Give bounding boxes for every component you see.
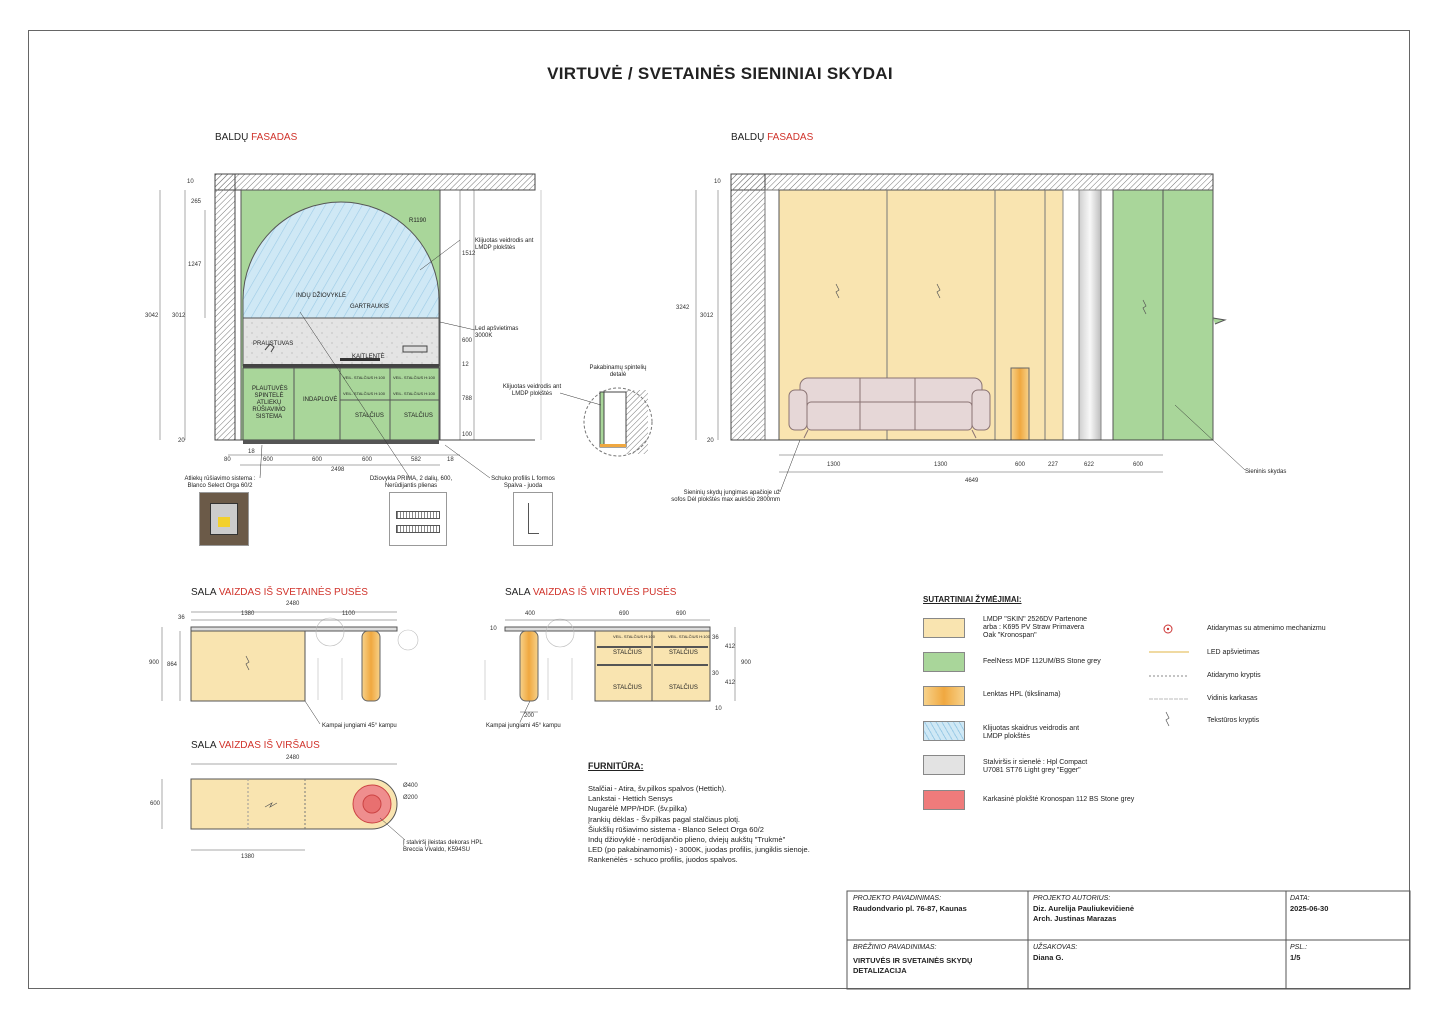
furniture-line: Šiukšlių rūšiavimo sistema - Blanco Select Orga 60/2 [588, 824, 764, 834]
label-drawer-2: STALČIUS [404, 413, 433, 419]
dim-right-3: 12 [462, 362, 469, 368]
furniture-line: Rankenėlės - schuco profilis, juodos spalvos. [588, 855, 738, 865]
dim-left-4: 3042 [145, 313, 159, 319]
tb-project-name-label: PROJEKTO PAVADINIMAS: [853, 895, 942, 902]
dim-il-3: 1100 [342, 611, 355, 617]
dim-r-left-4: 20 [707, 438, 714, 444]
label-sink: PRAUSTUVAS [253, 341, 294, 347]
furniture-line: LED (po pakabinamomis) - 3000K, juodas profilis, jungiklis sienoje. [588, 845, 810, 855]
cabinet-detail [560, 388, 652, 456]
waste-system-photo [199, 492, 249, 546]
tb-page: 1/5 [1290, 953, 1301, 962]
legend-swatch-mdf [923, 652, 965, 672]
column-pipe [1079, 190, 1101, 440]
dim-bottom-4: 600 [312, 457, 323, 463]
label-hob: KAITLENTĖ [352, 354, 385, 360]
tb-drawing-2: DETALIZACIJA [853, 966, 907, 975]
dim-il-1: 2480 [286, 601, 300, 607]
label-sink-cabinet: PLAUTUVĖS SPINTELĖ ATLIEKŲ RŪŠIAVIMO SISTEMA [252, 386, 288, 420]
label-drawer-1: STALČIUS [355, 413, 384, 419]
dim-ik-2: 690 [619, 611, 630, 617]
dim-il-6: 864 [167, 662, 178, 668]
countertop [243, 364, 439, 368]
dim-r-left-3: 3012 [700, 313, 714, 319]
dim-il-2: 1380 [241, 611, 255, 617]
dim-left-5: 3012 [172, 313, 186, 319]
note-led: Led apšvietimas 3000K [475, 326, 519, 339]
dim-r-total: 4649 [965, 478, 979, 484]
legend-symbols [1149, 625, 1189, 726]
dim-left-6: 20 [178, 438, 185, 444]
section-title-island-top: SALA VAIZDAS IŠ VIRŠAUS [191, 740, 320, 751]
dim-it-1: 2480 [286, 755, 300, 761]
dim-left-2: 265 [191, 199, 202, 205]
legend-title: SUTARTINIAI ŽYMĖJIMAI: [923, 595, 1022, 604]
dim-r-bottom-4: 227 [1048, 462, 1059, 468]
label-veil-3: VEIL. STALČIUS H:100 [343, 391, 385, 396]
dim-bottom-3: 600 [263, 457, 274, 463]
dim-ik-3: 690 [676, 611, 687, 617]
furniture-line: Lankstai - Hettich Sensys [588, 794, 673, 804]
label-veil-4: VEIL. STALČIUS H:100 [393, 391, 435, 396]
legend-text-carcass: Karkasinė plokštė Kronospan 112 BS Stone grey [983, 796, 1135, 803]
legend-right-3: Atidarymo kryptis [1207, 672, 1261, 679]
label-hood: GARTRAUKIS [350, 304, 389, 310]
tb-date-label: DATA: [1290, 895, 1310, 902]
ik-drawer-1: STALČIUS [613, 650, 642, 656]
dim-bottom-5: 600 [362, 457, 373, 463]
tb-client-label: UŽSAKOVAS: [1033, 944, 1078, 951]
dim-r-bottom-3: 600 [1015, 462, 1026, 468]
tb-drawing-1: VIRTUVĖS IR SVETAINĖS SKYDŲ [853, 956, 973, 965]
radius-label: R1190 [409, 218, 427, 224]
legend-right-2: LED apšvietimas [1207, 649, 1260, 656]
dim-it-4: Ø400 [403, 783, 418, 789]
label-veil-1: VEIL. STALČIUS H:100 [343, 375, 385, 380]
legend-swatch-compact [923, 755, 965, 775]
dim-ik-9: 412 [725, 680, 736, 686]
note-panel-joint: Sieninių skydų jungimas apačioje už sofos Dėl plokštės max aukščio 2800mm [671, 490, 780, 503]
ik-veil-2: VEIL. STALČIUS H:100 [668, 634, 710, 639]
furniture-line: Stalčiai - Atira, šv.pilkos spalvos (Hettich). [588, 784, 727, 793]
dim-ik-8: 30 [712, 671, 719, 677]
dim-right-4: 788 [462, 396, 473, 402]
section-title-right-facade: BALDŲ FASADAS [731, 132, 814, 143]
dim-r-left-2: 3242 [676, 305, 690, 311]
legend-text-compact: Stalviršis ir sienelė : Hpl Compact U7081 ST76 Light grey "Egger" [983, 759, 1088, 774]
dim-ik-6: 412 [725, 644, 736, 650]
dim-right-1: 1512 [462, 251, 476, 257]
tb-author-1: Diz. Aurelija Pauliukevičienė [1033, 904, 1135, 913]
detail-note: Klijuotas veidrodis ant LMDP plokštės [502, 384, 562, 397]
ik-drawer-2: STALČIUS [669, 650, 698, 656]
dim-it-5: Ø200 [403, 795, 418, 801]
dim-r-bottom-6: 600 [1133, 462, 1144, 468]
dim-il-5: 900 [149, 660, 160, 666]
label-dish-dryer: INDŲ DŽIOVYKLĖ [296, 293, 347, 299]
tb-page-label: PSL.: [1290, 944, 1308, 951]
tb-date: 2025-06-30 [1290, 904, 1329, 913]
note-dryer: Džiovykla PRIMA, 2 dalių, 600, Nerūdijantis plienas [369, 476, 453, 489]
furniture-line: Nugarėlė MPP/HDF. (šv.pilka) [588, 804, 688, 814]
dim-r-bottom-2: 1300 [934, 462, 948, 468]
note-schuko: Schuko profilis L formos Spalva - juoda [491, 476, 555, 489]
note-ik-corners: Kampai jungiami 45° kampu [486, 723, 561, 729]
legend-text-hpl: Lenktas HPL (tikslinama) [983, 691, 1061, 698]
dim-left-3: 1247 [188, 262, 202, 268]
legend-right-4: Vidinis karkasas [1207, 695, 1258, 702]
right-elevation [696, 174, 1245, 492]
dim-right-5: 100 [462, 432, 473, 438]
legend-right-1: Atidarymas su atmenimo mechanizmu [1207, 625, 1326, 632]
dim-ik-1: 400 [525, 611, 536, 617]
schuko-profile-photo [513, 492, 553, 546]
note-wall-panel: Sieninis skydas [1245, 469, 1287, 475]
note-il-corners: Kampai jungiami 45° kampu [322, 723, 397, 729]
dim-ik-7: 900 [741, 660, 752, 666]
dim-left-1: 10 [187, 179, 194, 185]
furniture-title: FURNITŪRA: [588, 761, 644, 771]
sheet-title: VIRTUVĖ / SVETAINĖS SIENINIAI SKYDAI [547, 64, 893, 83]
dim-r-bottom-1: 1300 [827, 462, 841, 468]
island-top-view [162, 764, 405, 850]
section-title-island-living: SALA VAIZDAS IŠ SVETAINĖS PUSĖS [191, 587, 368, 598]
tb-drawing-label: BRĖŽINIO PAVADINIMAS: [853, 944, 937, 951]
legend-right-5: Tekstūros kryptis [1207, 717, 1260, 724]
legend-swatch-hpl [923, 686, 965, 706]
furniture-line: Įrankių dėklas - Šv.pilkas pagal stalčiaus plotį. [588, 814, 741, 824]
label-veil-2: VEIL. STALČIUS H:100 [393, 375, 435, 380]
ik-drawer-3: STALČIUS [613, 685, 642, 691]
legend-text-mirror: Klijuotas skaidrus veidrodis ant LMDP plokštės [983, 725, 1080, 740]
tb-project-name: Raudondvario pl. 76-87, Kaunas [853, 904, 967, 913]
dim-bottom-1: 80 [224, 457, 231, 463]
section-title-left-facade: BALDŲ FASADAS [215, 132, 298, 143]
legend-swatch-lmdp [923, 618, 965, 638]
legend-swatch-carcass [923, 790, 965, 810]
tb-author-2: Arch. Justinas Marazas [1033, 914, 1117, 923]
dim-ik-5: 36 [712, 635, 719, 641]
furniture-list [588, 784, 810, 866]
dim-il-4: 36 [178, 615, 185, 621]
label-dishwasher: INDAPLOVĖ [303, 397, 338, 403]
note-inlay: Į stalviršį įleistas dekoras HPL Breccia Vivaldo, K594SU [403, 840, 483, 853]
dim-ik-4: 10 [490, 626, 497, 632]
dim-bottom-6: 582 [411, 457, 422, 463]
note-mirror: Klijuotas veidrodis ant LMDP plokštės [475, 238, 534, 251]
dim-total-left: 2498 [331, 467, 345, 473]
legend-swatch-mirror [923, 721, 965, 741]
detail-title: Pakabinamų spintelių detalė [589, 365, 647, 378]
dryer-photo [389, 492, 447, 546]
ik-drawer-4: STALČIUS [669, 685, 698, 691]
sofa [789, 378, 990, 438]
hob [403, 346, 427, 352]
dim-ik-10: 10 [715, 706, 722, 712]
ik-veil-1: VEIL. STALČIUS H:100 [613, 634, 655, 639]
dim-r-left-1: 10 [714, 179, 721, 185]
left-ceiling-slab [215, 174, 535, 190]
left-wall [215, 174, 235, 440]
island-living-view [162, 612, 418, 724]
dim-bottom-2: 18 [248, 449, 255, 455]
section-title-island-kitchen: SALA VAIZDAS IŠ VIRTUVĖS PUSĖS [505, 587, 677, 598]
dim-right-2: 600 [462, 338, 473, 344]
dim-it-2: 600 [150, 801, 161, 807]
dim-ik-11: 200 [524, 713, 535, 719]
tb-client: Diana G. [1033, 953, 1064, 962]
dim-it-3: 1380 [241, 854, 255, 860]
legend-text-mdf: FeelNess MDF 112UM/BS Stone grey [983, 658, 1101, 665]
dim-bottom-7: 18 [447, 457, 454, 463]
legend-text-lmdp: LMDP "SKIN" 2526DV Partenone arba : K695 PV Straw Primavera Oak "Kronospan" [983, 616, 1088, 639]
note-waste-system: Atliekų rūšiavimo sistema : Blanco Select Orga 60/2 [184, 476, 256, 489]
tb-author-label: PROJEKTO AUTORIUS: [1033, 895, 1111, 902]
furniture-line: Indų džiovyklė - nerūdijančio plieno, dviejų aukštų "Trukmė" [588, 835, 786, 845]
dim-r-bottom-5: 622 [1084, 462, 1095, 468]
